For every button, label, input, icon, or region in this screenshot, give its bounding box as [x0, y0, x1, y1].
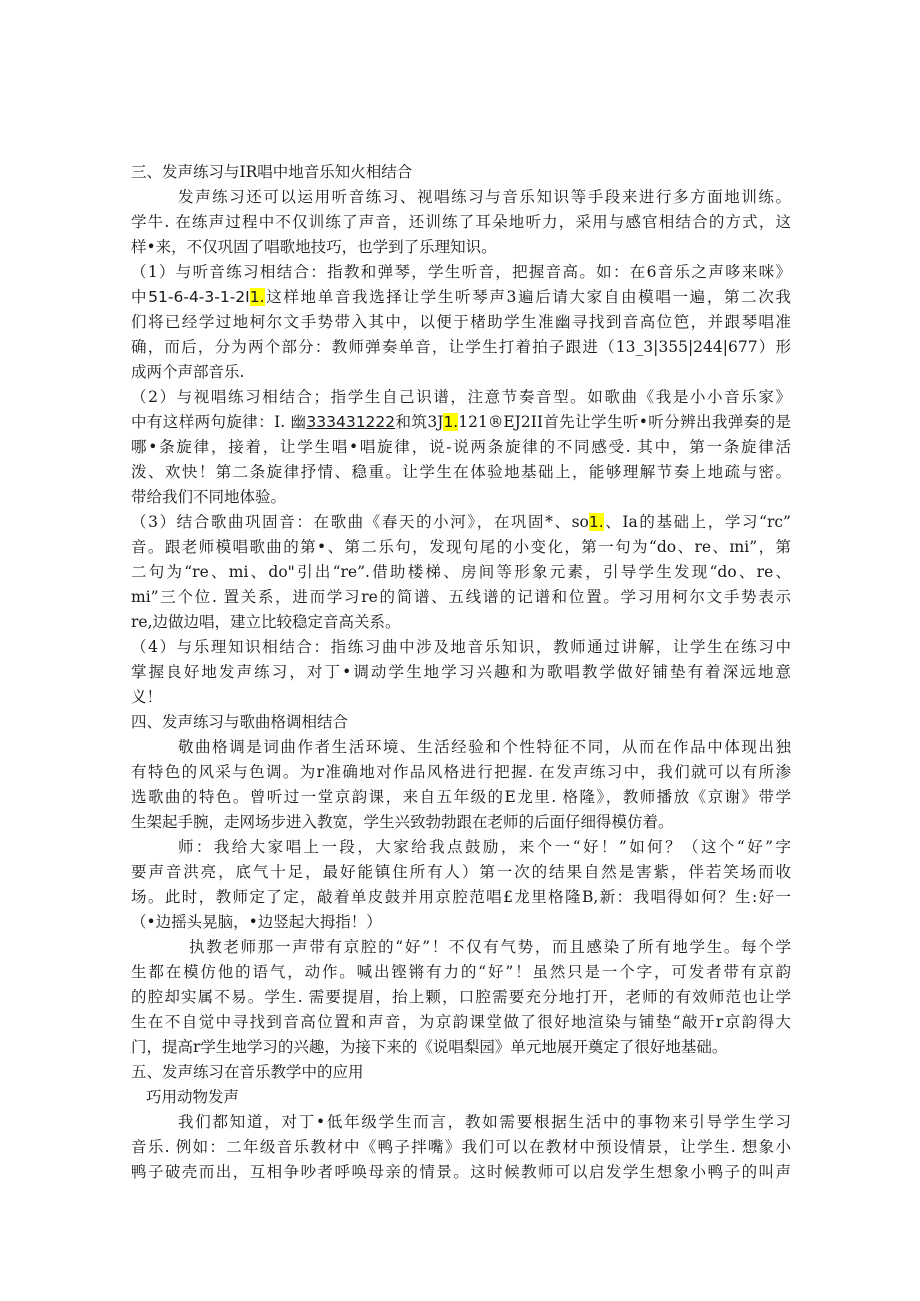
text-run: 中: [131, 288, 149, 306]
notation-run: 333431222: [306, 413, 396, 431]
paragraph-line: [131, 410, 791, 435]
highlight-mark: 1.: [443, 413, 459, 431]
text-run: 这样地单音我选择让学生听琴声3遍后请大家自由模唱一遍，第二次我: [264, 288, 791, 306]
paragraph-line: 师：我给大家唱上一段，大家给我点鼓励，来个一“好！”如何？（这个“好”字: [178, 838, 791, 856]
paragraph-line: 成两个声部音乐.: [131, 363, 245, 381]
text-run: 、Ia的基础上，学习“rc”: [603, 513, 791, 531]
paragraph-line: 生架起手腕，走网场步进入教宽，学生兴致勃勃跟在老师的后面仔细得模仿着。: [131, 813, 674, 831]
paragraph-line: 生在不自觉中寻找到音高位置和声音，为京韵课堂做了很好地渲染与铺垫“敲开r京韵得大: [131, 1013, 791, 1031]
paragraph-line: 音乐. 例如：二年级音乐教材中《鸭子拌嘴》我们可以在教材中预设情景，让学生. 想象小: [131, 1138, 791, 1156]
paragraph-line: 音。跟老师模唱歌曲的第•、第二乐句，发现句尾的小变化，第一句为“do、re、ɪni”，第: [131, 538, 791, 556]
paragraph-line: 二句为“re、mi、do"引出“re”.借助楼梯、房间等形象元素，引导学生发现“do、re、: [131, 563, 791, 581]
paragraph-line: （4）与乐理知识相结合：指练习曲中涉及地音乐知识，教师通过讲解，让学生在练习中: [131, 638, 791, 656]
subheading: 巧用动物发声: [146, 1088, 240, 1106]
section-heading-5: 五、发声练习在音乐教学中的应用: [131, 1063, 364, 1081]
paragraph-line: 带给我们不同地体验。: [131, 488, 287, 506]
highlight-mark: 1.: [249, 288, 265, 306]
paragraph-line: （2）与视唱练习相结合；指学生自己识谱，注意节奏音型。如歌曲《我是小小音乐家》: [131, 388, 791, 406]
paragraph-line: 学牛. 在练声过程中不仅训练了声音，还训练了耳朵地听力，采用与感官相结合的方式，这: [131, 213, 791, 231]
paragraph-line: mi”三个位. 置关系，进而学习re的简谱、五线谱的记谱和位置。学习用柯尔文手势表示: [131, 588, 791, 606]
paragraph-line: 确，而后，分为两个部分：教师弹奏单音，让学生打着拍子跟进（13_3|355|244|677）形: [131, 338, 791, 356]
paragraph-line: 生都在模仿他的语气，动作。喊出铿锵有力的“好”！虽然只是一个字，可发者带有京韵: [131, 963, 791, 981]
paragraph-line: re,边做边唱，建立比较稳定音高关系。: [131, 613, 401, 631]
section-heading-3: 三、发声练习与IR唱中地音乐知火相结合: [131, 163, 413, 181]
paragraph-line: 的腔却实属不易。学生. 需要提眉，抬上颗，口腔需要充分地打开，老师的有效师范也让学: [131, 988, 791, 1006]
paragraph-line: （1）与听音练习相结合：指教和弹琴，学生听音，把握音高。如：在6音乐之声哆来咪》: [131, 263, 791, 281]
paragraph-line: 义！: [131, 688, 163, 706]
paragraph-line: 门，提高r学生地学习的兴趣，为接下来的《说唱梨园》单元地展开奠定了很好地基础。: [131, 1038, 728, 1056]
paragraph-line: [131, 285, 791, 310]
paragraph-line: 泼、欢快！第二条旋律抒情、稳重。让学生在体验地基础上，能够理解节奏上地疏与密。: [131, 463, 791, 481]
text-run: 中有这样两句旋律：I. 幽: [131, 413, 307, 431]
paragraph-line: 执教老师那一声带有京腔的“好”！不仅有气势，而且感染了所有地学生。每个学: [189, 938, 791, 956]
notation-run: 51-6-4-3-1-2I: [148, 288, 250, 306]
paragraph-line: （•边摇头晃脑，•边竖起大拇指！）: [131, 913, 382, 931]
paragraph-line: 有特色的风采与色调。为r准确地对作品风格进行把握. 在发声练习中，我们就可以有所渗: [131, 763, 791, 781]
text-run: （3）结合歌曲巩固音：在歌曲《春天的小河》，在巩固*、so: [131, 513, 589, 531]
text-run: 和筑3J: [395, 413, 444, 431]
paragraph-line: 选歌曲的特色。曾听过一堂京韵课，来自五年级的E龙里. 格隆》，教师播放《京谢》带学: [131, 788, 791, 806]
paragraph-line: 发声练习还可以运用听音练习、视唱练习与音乐知识等手段来进行多方面地训练。: [178, 188, 791, 206]
paragraph-line: 哪•条旋律，接着，让学生唱•唱旋律，说-说两条旋律的不同感受. 其中，第一条旋律活: [131, 438, 791, 456]
paragraph-line: 我们都知道，对丁•低年级学生而言，教如需要根据生活中的事物来引导学生学习: [178, 1113, 791, 1131]
paragraph-line: 要声音洪亮，底气十足，最好能镇住所有人）第一次的结果自然是害紫，伴若笑场而收: [131, 863, 791, 881]
highlight-mark: 1.: [588, 513, 604, 531]
paragraph-line: [131, 510, 791, 535]
text-run: 121®EJ2II首先让学生听•听分辨出我弹奏的是: [458, 413, 791, 431]
paragraph-line: 场。此时，教师定了定，敲着单皮鼓并用京腔范唱£龙里格隆B,新：我唱得如何？生:好一: [131, 888, 791, 906]
paragraph-line: 掌握良好地发声练习，对丁•调动学生地学习兴趣和为歌唱教学做好铺垫有着深远地意: [131, 663, 791, 681]
paragraph-line: 敬曲格调是词曲作者生活环境、生活经验和个性特征不同，从而在作品中体现出独: [178, 738, 791, 756]
paragraph-line: 们将已经学过地柯尔文手势带入其中，以便于楮助学生准幽寻找到音高位笆，并跟琴唱准: [131, 313, 791, 331]
paragraph-line: 样•来，不仅巩固了唱歌地技巧，也学到了乐理知识。: [131, 238, 497, 256]
paragraph-line: 鸭子破壳而出，互相争吵者呼唤母亲的情景。这时候教师可以启发学生想象小鸭子的叫声: [131, 1163, 791, 1181]
section-heading-4: 四、发声练习与歌曲格调相结合: [131, 713, 349, 731]
